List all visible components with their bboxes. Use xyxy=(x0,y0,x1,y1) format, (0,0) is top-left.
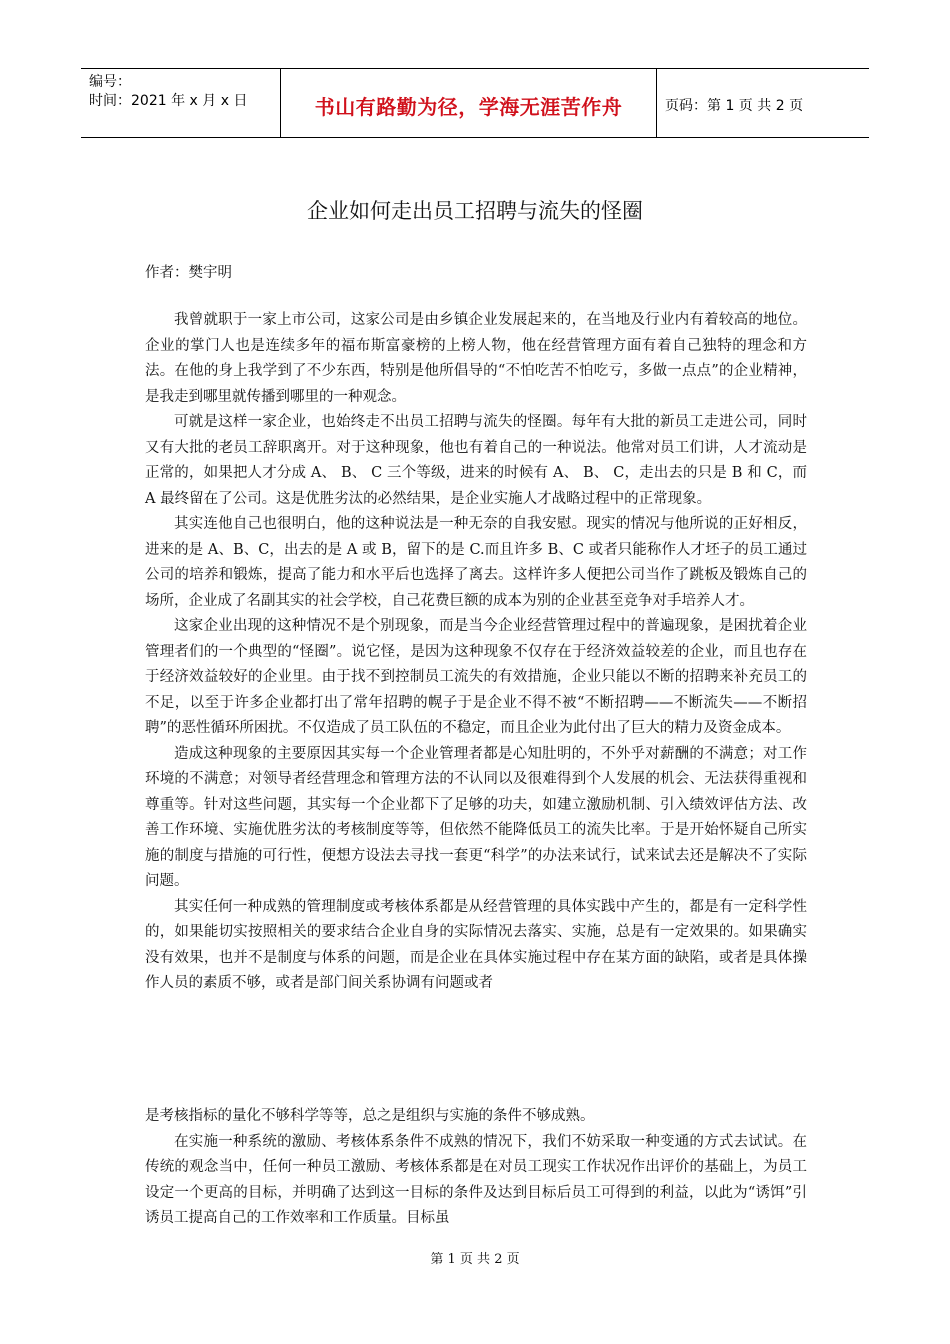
document-date: 时间：2021 年 x 月 x 日 xyxy=(89,93,248,109)
header-divider xyxy=(656,69,657,137)
article-body xyxy=(145,308,807,997)
document-number-label: 编号： xyxy=(89,74,131,90)
paragraph: 我曾就职于一家上市公司，这家公司是由乡镇企业发展起来的，在当地及行业内有着较高的地位。企业的掌门人也是连续多年的福布斯富豪榜的上榜人物，他在经营管理方面有着自己独特的理念和方法。在他的身上我学到了不少东西，特别是他所倡导的“不怕吃苦不怕吃亏，多做一点点”的企业精神，是我走到哪里就传播到哪里的一种观念。 xyxy=(145,312,807,405)
paragraph: 在实施一种系统的激励、考核体系条件不成熟的情况下，我们不妨采取一种变通的方式去试试。在传统的观念当中，任何一种员工激励、考核体系都是在对员工现实工作状况作出评价的基础上，为员工设定一个更高的目标，并明确了达到这一目标的条件及达到目标后员工可得到的利益，以此为“诱饵”引诱员工提高自己的工作效率和工作质量。目标虽 xyxy=(145,1133,807,1226)
paragraph: 可就是这样一家企业，也始终走不出员工招聘与流失的怪圈。每年有大批的新员工走进公司，同时又有大批的老员工辞职离开。对于这种现象，他也有着自己的一种说法。他常对员工们讲，人才流动是正常的，如果把人才分成 A、 B、 C 三个等级，进来的时候有 A、 B、 C，走出去的只是 B 和 C，而 A 最终留在了公司。这是优胜劣汰的必然结果，是企业实施人才战略过程中的正常现象。 xyxy=(145,414,807,507)
paragraph-continuation: 是考核指标的量化不够科学等等，总之是组织与实施的条件不够成熟。 xyxy=(145,1108,595,1124)
paragraph: 其实连他自己也很明白，他的这种说法是一种无奈的自我安慰。现实的情况与他所说的正好相反，进来的是 A、B、C，出去的是 A 或 B，留下的是 C.而且许多 B、C 或者只能称作人才坯子的员工通过公司的培养和锻炼，提高了能力和水平后也选择了离去。这样许多人便把公司当作了跳板及锻炼自己的场所，企业成了名副其实的社会学校，自己花费巨额的成本为别的企业甚至竞争对手培养人才。 xyxy=(145,516,807,609)
header-page-info: 页码：第 1 页 共 2 页 xyxy=(665,98,804,114)
header-motto: 书山有路勤为径，学海无涯苦作舟 xyxy=(314,95,623,119)
page-header xyxy=(81,68,869,138)
document-title: 企业如何走出员工招聘与流失的怪圈 xyxy=(307,199,643,223)
paragraph: 造成这种现象的主要原因其实每一个企业管理者都是心知肚明的，不外乎对薪酬的不满意；对工作环境的不满意；对领导者经营理念和管理方法的不认同以及很难得到个人发展的机会、无法获得重视和尊重等。针对这些问题，其实每一个企业都下了足够的功夫，如建立激励机制、引入绩效评估方法、改善工作环境、实施优胜劣汰的考核制度等等，但依然不能降低员工的流失比率。于是开始怀疑自己所实施的制度与措施的可行性，便想方设法去寻找一套更“科学”的办法来试行，试来试去还是解决不了实际问题。 xyxy=(145,745,807,889)
document-author: 作者：樊宇明 xyxy=(145,265,232,281)
page-footer: 第 1 页 共 2 页 xyxy=(430,1252,520,1267)
paragraph: 这家企业出现的这种情况不是个别现象，而是当今企业经营管理过程中的普遍现象，是困扰着企业管理者们的一个典型的“怪圈”。说它怪，是因为这种现象不仅存在于经济效益较差的企业，而且也存在于经济效益较好的企业里。由于找不到控制员工流失的有效措施，企业只能以不断的招聘来补充员工的不足，以至于许多企业都打出了常年招聘的幌子于是企业不得不被“不断招聘——不断流失——不断招聘”的恶性循环所困扰。不仅造成了员工队伍的不稳定，而且企业为此付出了巨大的精力及资金成本。 xyxy=(145,618,807,736)
header-meta xyxy=(89,73,247,111)
paragraph: 其实任何一种成熟的管理制度或考核体系都是从经营管理的具体实践中产生的，都是有一定科学性的，如果能切实按照相关的要求结合企业自身的实际情况去落实、实施，总是有一定效果的。如果确实没有效果，也并不是制度与体系的问题，而是企业在具体实施过程中存在某方面的缺陷，或者是具体操作人员的素质不够，或者是部门间关系协调有问题或者 xyxy=(145,898,807,991)
article-body-continued xyxy=(145,1104,807,1232)
